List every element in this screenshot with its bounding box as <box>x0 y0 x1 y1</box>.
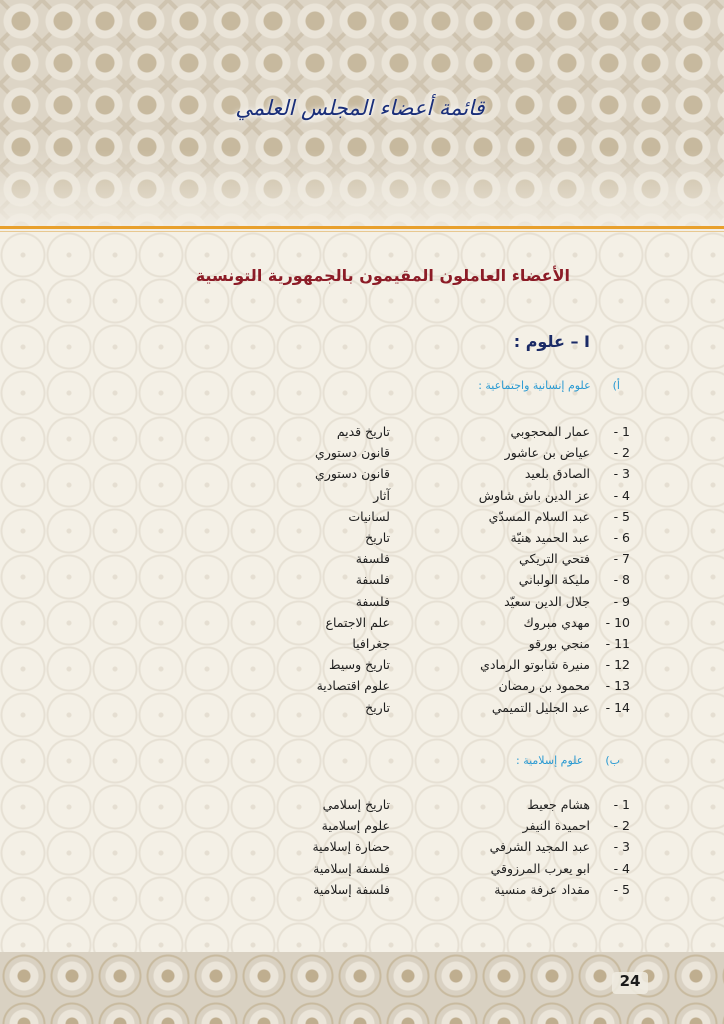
member-row <box>250 636 630 656</box>
member-number: 2 - <box>613 818 630 834</box>
member-row <box>250 882 630 902</box>
subsection-a-mark: أ) <box>612 379 620 392</box>
subsection-a-heading <box>400 379 620 392</box>
member-name: مقداد عرفة منسية <box>494 881 590 897</box>
member-row <box>250 509 630 529</box>
member-field: فلسفة <box>355 551 390 567</box>
member-field: علوم اقتصادية <box>316 678 390 694</box>
member-row <box>250 818 630 838</box>
member-row <box>250 445 630 465</box>
member-field: علم الاجتماع <box>325 614 390 630</box>
member-number: 13 - <box>605 678 630 694</box>
page-title: الأعضاء العاملون المقيمون بالجمهورية التونسية <box>195 266 570 285</box>
member-name: عياض بن عاشور <box>504 445 590 461</box>
member-name: عز الدين باش شاوش <box>478 487 590 503</box>
member-name: عبد الجليل التميمي <box>491 699 590 715</box>
subsection-b-label: علوم إسلامية : <box>516 754 584 767</box>
member-row <box>250 594 630 614</box>
member-name: جلال الدين سعيّد <box>504 593 590 609</box>
member-field: قانون دستوري <box>315 445 390 461</box>
member-name: محمود بن رمضان <box>498 678 590 694</box>
member-row <box>250 797 630 817</box>
member-row <box>250 530 630 550</box>
member-row <box>250 466 630 486</box>
member-name: احميدة النيفر <box>522 818 590 834</box>
member-field: تاريخ إسلامي <box>322 797 390 812</box>
member-row <box>250 700 630 720</box>
member-field: تاريخ قديم <box>336 424 390 439</box>
member-row <box>250 861 630 881</box>
member-name: مليكة الولباني <box>518 572 590 588</box>
member-row <box>250 839 630 859</box>
member-name: عبد الحميد هنيّة <box>510 530 590 545</box>
member-number: 11 - <box>605 636 630 651</box>
member-field: حضارة إسلامية <box>312 839 390 855</box>
member-field: فلسفة <box>355 593 390 609</box>
member-name: عبد السلام المسدّي <box>488 508 590 524</box>
member-number: 1 - <box>613 797 630 812</box>
header-fade <box>0 150 724 226</box>
member-field: تاريخ <box>365 699 390 715</box>
section-heading: I – علوم : <box>513 332 590 351</box>
subsection-a-label: علوم إنسانية واجتماعية : <box>478 379 591 392</box>
member-name: الصادق بلعيد <box>524 466 590 482</box>
member-name: منجي بورقو <box>528 636 590 651</box>
member-row <box>250 615 630 635</box>
member-number: 3 - <box>613 839 630 855</box>
member-name: هشام جعيط <box>527 797 590 812</box>
member-row <box>250 424 630 444</box>
member-number: 8 - <box>613 572 630 588</box>
member-field: فلسفة إسلامية <box>313 881 390 897</box>
member-number: 3 - <box>613 466 630 482</box>
member-name: ابو يعرب المرزوقي <box>490 860 590 876</box>
member-field: تاريخ وسيط <box>329 657 390 673</box>
subsection-b-mark: ب) <box>605 754 620 767</box>
member-number: 5 - <box>613 508 630 524</box>
member-number: 9 - <box>613 593 630 609</box>
subsection-b-heading <box>400 754 620 767</box>
member-row <box>250 572 630 592</box>
member-field: فلسفة إسلامية <box>313 860 390 876</box>
member-row <box>250 551 630 571</box>
member-name: فتحي التريكي <box>519 551 590 567</box>
member-field: قانون دستوري <box>315 466 390 482</box>
member-number: 12 - <box>605 657 630 673</box>
member-name: عبد المجيد الشرفي <box>489 839 590 855</box>
member-field: تاريخ <box>365 530 390 545</box>
member-number: 10 - <box>605 614 630 630</box>
orange-divider <box>0 226 724 229</box>
member-number: 2 - <box>613 445 630 461</box>
member-field: فلسفة <box>355 572 390 588</box>
header-title: قائمة أعضاء المجلس العلمي <box>235 96 485 120</box>
member-number: 6 - <box>613 530 630 545</box>
member-name: مهدي مبروك <box>523 614 590 630</box>
member-field: آثار <box>373 487 390 503</box>
member-field: علوم إسلامية <box>321 818 390 834</box>
member-row <box>250 488 630 508</box>
member-number: 1 - <box>613 424 630 439</box>
member-number: 5 - <box>613 881 630 897</box>
member-row <box>250 678 630 698</box>
member-number: 7 - <box>613 551 630 567</box>
member-name: عمار المحجوبي <box>510 424 590 439</box>
member-row <box>250 657 630 677</box>
member-number: 4 - <box>613 860 630 876</box>
page-number: 24 <box>612 972 648 994</box>
member-name: منيرة شابوتو الرمادي <box>480 657 590 673</box>
member-field: جغرافيا <box>352 636 390 651</box>
member-field: لسانيات <box>348 508 390 524</box>
member-number: 14 - <box>605 699 630 715</box>
member-number: 4 - <box>613 487 630 503</box>
